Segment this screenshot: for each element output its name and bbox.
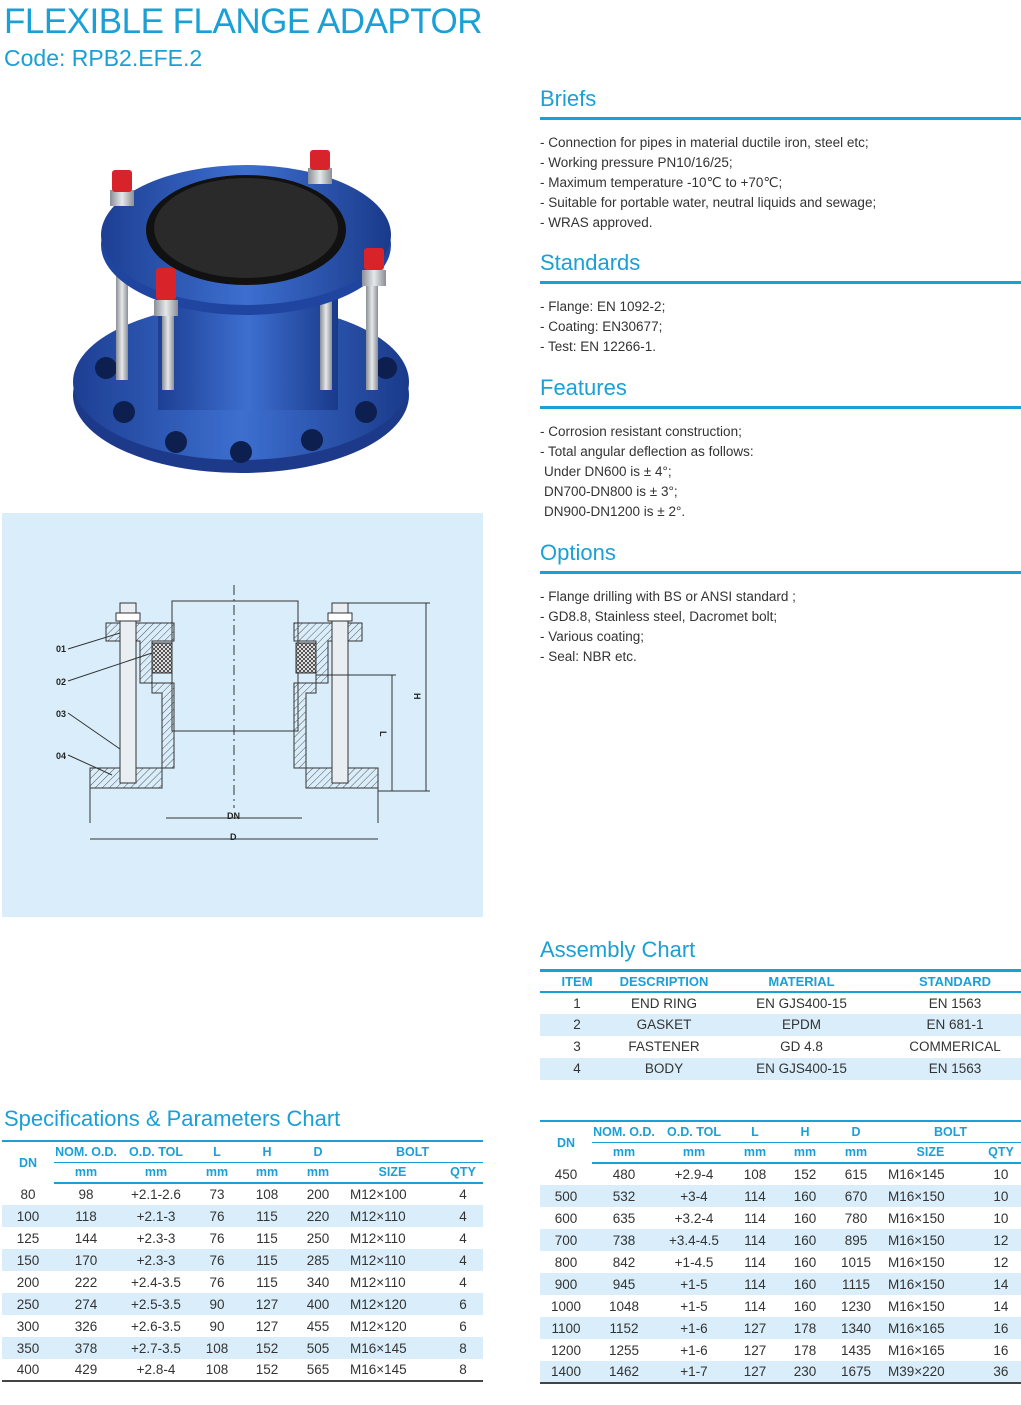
assembly-table (540, 969, 1021, 1080)
table-cell: 76 (209, 1230, 225, 1246)
table-row (540, 1163, 1021, 1185)
table-cell: +2.6-3.5 (131, 1318, 181, 1334)
column-header-h: H (778, 1121, 832, 1142)
table-cell: 1340 (832, 1317, 880, 1339)
table-cell: +2.4-3.5 (131, 1274, 181, 1290)
technical-drawing (2, 513, 483, 917)
table-cell: +1-6 (680, 1342, 708, 1358)
table-cell: +3.4-4.5 (656, 1229, 732, 1251)
table-cell: EN GJS400-15 (756, 995, 847, 1011)
table-cell: 152 (255, 1362, 279, 1377)
table-cell: 250 (2, 1293, 54, 1315)
table-cell: M12×110 (350, 1274, 406, 1290)
table-cell: 127 (255, 1318, 279, 1334)
list-item: - Corrosion resistant construction; (540, 424, 742, 439)
table-cell: 8 (443, 1337, 483, 1359)
table-cell: 429 (74, 1362, 98, 1377)
table-row (540, 1251, 1021, 1273)
unit-label: SIZE (880, 1142, 981, 1163)
table-row (540, 1036, 1021, 1058)
standards-list (540, 297, 1021, 357)
options-list (540, 587, 1021, 667)
product-image (66, 150, 426, 480)
column-header-tol: O.D. TOL (118, 1141, 194, 1162)
table-row (540, 1295, 1021, 1317)
table-cell: FASTENER (628, 1039, 700, 1054)
column-header-tol: O.D. TOL (656, 1121, 732, 1142)
table-cell: 340 (306, 1274, 330, 1290)
unit-label: mm (592, 1142, 656, 1163)
table-row (540, 1361, 1021, 1383)
assembly-title: Assembly Chart (540, 937, 696, 962)
unit-label: mm (240, 1162, 294, 1183)
table-cell: +2.8-4 (136, 1362, 176, 1377)
table-cell: 160 (778, 1273, 832, 1295)
table-cell: +1-6 (656, 1317, 732, 1339)
table-cell: 76 (194, 1205, 240, 1227)
table-cell: 114 (732, 1185, 778, 1207)
table-cell: EN GJS400-15 (714, 1058, 889, 1080)
table-cell: +1-4.5 (674, 1254, 714, 1270)
table-row (2, 1315, 483, 1337)
table-cell: 108 (205, 1362, 229, 1377)
table-cell: 114 (732, 1273, 778, 1295)
table-cell: +2.1-3 (118, 1205, 194, 1227)
column-header-h: H (240, 1141, 294, 1162)
column-header-dn: DN (18, 1155, 38, 1170)
list-item: - Suitable for portable water, neutral liquids and sewage; (540, 195, 877, 210)
table-row (540, 1339, 1021, 1361)
table-cell: 350 (2, 1337, 54, 1359)
label-d: D (230, 832, 237, 842)
list-item: - WRAS approved. (540, 215, 653, 230)
table-cell: 115 (240, 1205, 294, 1227)
product-code: Code: RPB2.EFE.2 (4, 45, 203, 71)
table-cell: 400 (16, 1362, 40, 1377)
table-row (2, 1249, 483, 1271)
table-cell: 108 (194, 1337, 240, 1359)
features-section (540, 375, 1021, 522)
table-cell: 152 (793, 1167, 817, 1182)
table-cell: M12×110 (350, 1230, 406, 1246)
label-03: 03 (56, 709, 67, 719)
column-header: MATERIAL (714, 971, 889, 992)
table-cell: 900 (540, 1273, 592, 1295)
table-cell: 14 (993, 1298, 1009, 1314)
label-02: 02 (56, 677, 67, 687)
column-header-l: L (732, 1121, 778, 1142)
table-cell: 300 (16, 1318, 40, 1334)
table-cell: 2 (540, 1014, 614, 1036)
unit-label: mm (832, 1142, 880, 1163)
list-item: - GD8.8, Stainless steel, Dacromet bolt; (540, 609, 778, 624)
table-cell: 160 (793, 1298, 817, 1314)
table-cell: 505 (294, 1337, 342, 1359)
table-cell: M16×150 (888, 1254, 945, 1270)
table-cell: 895 (832, 1229, 880, 1251)
table-row (2, 1359, 483, 1381)
table-cell: M12×120 (350, 1318, 407, 1334)
table-row (2, 1183, 483, 1205)
table-cell: 455 (306, 1318, 330, 1334)
table-cell: 114 (732, 1229, 778, 1251)
table-cell: 115 (240, 1249, 294, 1271)
table-cell: 1015 (840, 1254, 872, 1270)
table-cell: 220 (294, 1205, 342, 1227)
list-item: - Flange: EN 1092-2; (540, 299, 666, 314)
table-cell: 118 (54, 1205, 118, 1227)
table-row (2, 1205, 483, 1227)
table-cell: 114 (744, 1210, 766, 1226)
table-cell: 90 (209, 1318, 225, 1334)
table-cell: 326 (74, 1318, 98, 1334)
table-cell: 144 (74, 1230, 98, 1246)
table-cell: M12×110 (342, 1249, 443, 1271)
table-cell: 1230 (840, 1298, 872, 1314)
list-item: - Maximum temperature -10℃ to +70℃; (540, 175, 783, 190)
table-cell: M16×150 (888, 1210, 945, 1226)
table-cell: 16 (993, 1342, 1009, 1358)
table-cell: 80 (20, 1186, 36, 1202)
unit-label: mm (118, 1162, 194, 1183)
table-cell: 1462 (592, 1361, 656, 1383)
table-cell: 6 (443, 1293, 483, 1315)
table-cell: 150 (2, 1249, 54, 1271)
table-cell: 10 (993, 1210, 1009, 1226)
table-cell: 76 (194, 1249, 240, 1271)
table-cell: 1675 (832, 1361, 880, 1383)
column-header: DESCRIPTION (614, 971, 714, 992)
table-cell: 36 (981, 1361, 1021, 1383)
table-cell: 635 (612, 1210, 636, 1226)
table-cell: 14 (981, 1273, 1021, 1295)
table-cell: 450 (554, 1166, 578, 1182)
list-item: - Flange drilling with BS or ANSI standard ; (540, 589, 796, 604)
table-cell: 500 (540, 1185, 592, 1207)
table-cell: 1435 (840, 1342, 872, 1358)
table-cell: 4 (540, 1058, 614, 1080)
unit-label: mm (732, 1142, 778, 1163)
table-cell: EPDM (714, 1014, 889, 1036)
table-cell: 565 (306, 1362, 330, 1377)
table-cell: 127 (240, 1293, 294, 1315)
table-cell: 4 (459, 1187, 467, 1202)
table-cell: 10 (993, 1167, 1009, 1182)
unit-label: mm (656, 1142, 732, 1163)
list-item: - Seal: NBR etc. (540, 649, 637, 664)
column-header: ITEM (540, 971, 614, 992)
table-cell: 115 (256, 1274, 278, 1290)
table-cell: 160 (778, 1185, 832, 1207)
table-cell: 160 (793, 1254, 817, 1270)
label-l: L (378, 731, 388, 737)
column-header-bolt: BOLT (880, 1121, 1021, 1142)
table-cell: 1 (573, 995, 581, 1011)
table-cell: 127 (743, 1342, 767, 1358)
table-cell: 178 (778, 1317, 832, 1339)
table-cell: +1-7 (656, 1361, 732, 1383)
unit-label: SIZE (342, 1162, 443, 1183)
table-row (2, 1337, 483, 1359)
table-cell: 170 (54, 1249, 118, 1271)
column-header-bolt: BOLT (342, 1141, 483, 1162)
table-cell: 800 (554, 1254, 578, 1270)
unit-label: QTY (443, 1162, 483, 1183)
table-cell: 1100 (540, 1317, 592, 1339)
table-cell: 615 (844, 1167, 868, 1182)
briefs-title: Briefs (540, 86, 1021, 120)
table-cell: +3-4 (656, 1185, 732, 1207)
table-row (540, 1185, 1021, 1207)
table-cell: M12×120 (342, 1293, 443, 1315)
table-cell: EN 1563 (889, 1058, 1021, 1080)
table-cell: EN 1563 (928, 995, 982, 1011)
standards-section (540, 250, 1021, 357)
table-cell: M12×110 (342, 1205, 443, 1227)
table-cell: 127 (732, 1361, 778, 1383)
table-cell: 1255 (608, 1342, 640, 1358)
table-cell: 945 (592, 1273, 656, 1295)
table-cell: 152 (240, 1337, 294, 1359)
table-cell: 178 (793, 1342, 817, 1358)
table-cell: GD 4.8 (780, 1039, 823, 1054)
table-cell: M39×220 (880, 1361, 981, 1383)
table-cell: M16×165 (880, 1317, 981, 1339)
table-cell: 98 (78, 1187, 94, 1202)
label-01: 01 (56, 644, 67, 654)
options-title: Options (540, 540, 1021, 574)
table-row (2, 1227, 483, 1249)
list-item: Under DN600 is ± 4°; (544, 464, 672, 479)
table-cell: +1-5 (680, 1298, 708, 1314)
table-cell: M16×150 (888, 1298, 945, 1314)
table-cell: 115 (256, 1230, 278, 1246)
table-cell: M16×145 (888, 1167, 945, 1182)
spec-title: Specifications & Parameters Chart (4, 1106, 341, 1131)
table-cell: 1152 (592, 1317, 656, 1339)
list-item: - Various coating; (540, 629, 645, 644)
table-cell: 200 (306, 1187, 330, 1202)
table-cell: +2.3-3 (118, 1249, 194, 1271)
column-header-d: D (832, 1121, 880, 1142)
list-item: - Coating: EN30677; (540, 319, 663, 334)
table-cell: M12×100 (350, 1187, 407, 1202)
table-cell: 400 (294, 1293, 342, 1315)
unit-label: mm (778, 1142, 832, 1163)
list-item: - Connection for pipes in material ductile iron, steel etc; (540, 135, 869, 150)
table-cell: 378 (54, 1337, 118, 1359)
table-row (2, 1271, 483, 1293)
table-row (540, 992, 1021, 1014)
table-cell: 12 (993, 1254, 1009, 1270)
table-cell: 160 (778, 1229, 832, 1251)
list-item: - Total angular deflection as follows: (540, 444, 754, 459)
table-row (540, 1207, 1021, 1229)
unit-label: mm (54, 1162, 118, 1183)
table-cell: +2.3-3 (136, 1230, 176, 1246)
list-item: - Working pressure PN10/16/25; (540, 155, 733, 170)
page-title: FLEXIBLE FLANGE ADAPTOR (4, 2, 483, 41)
table-cell: 125 (16, 1230, 40, 1246)
table-cell: 114 (744, 1254, 766, 1270)
table-cell: 1200 (550, 1342, 582, 1358)
table-cell: M16×150 (880, 1185, 981, 1207)
label-04: 04 (56, 751, 67, 761)
table-row (2, 1293, 483, 1315)
table-cell: 127 (732, 1317, 778, 1339)
table-cell: +1-5 (656, 1273, 732, 1295)
column-header-od: NOM. O.D. (592, 1121, 656, 1142)
table-cell: 738 (592, 1229, 656, 1251)
spec-table-left (2, 1140, 483, 1382)
table-cell: 250 (306, 1230, 330, 1246)
column-header: STANDARD (889, 971, 1021, 992)
table-cell: M16×145 (350, 1362, 407, 1377)
table-cell: 532 (592, 1185, 656, 1207)
options-section (540, 540, 1021, 667)
table-cell: GASKET (614, 1014, 714, 1036)
column-header-d: D (294, 1141, 342, 1162)
table-cell: BODY (614, 1058, 714, 1080)
table-cell: 10 (981, 1185, 1021, 1207)
features-title: Features (540, 375, 1021, 409)
table-cell: 12 (981, 1229, 1021, 1251)
table-row (540, 1058, 1021, 1080)
unit-label: mm (294, 1162, 342, 1183)
table-cell: M16×150 (880, 1229, 981, 1251)
table-row (540, 1229, 1021, 1251)
table-cell: END RING (630, 995, 697, 1011)
table-cell: +2.1-2.6 (131, 1187, 181, 1202)
table-cell: 4 (459, 1230, 467, 1246)
table-cell: COMMERICAL (909, 1039, 1001, 1054)
table-cell: 100 (2, 1205, 54, 1227)
column-header-dn: DN (556, 1135, 576, 1150)
unit-label: mm (194, 1162, 240, 1183)
table-cell: 842 (612, 1254, 636, 1270)
table-cell: M16×150 (880, 1273, 981, 1295)
label-dn: DN (227, 811, 240, 821)
table-cell: 160 (793, 1210, 817, 1226)
briefs-list (540, 133, 1021, 233)
table-cell: +2.5-3.5 (118, 1293, 194, 1315)
table-cell: +3.2-4 (674, 1210, 714, 1226)
table-cell: EN 681-1 (889, 1014, 1021, 1036)
table-cell: 108 (255, 1187, 279, 1202)
column-header-l: L (194, 1141, 240, 1162)
table-cell: 480 (612, 1167, 636, 1182)
table-cell: 600 (554, 1210, 578, 1226)
table-cell: 285 (294, 1249, 342, 1271)
label-h: H (412, 693, 422, 700)
table-cell: 8 (459, 1362, 467, 1377)
table-cell: 108 (743, 1167, 767, 1182)
table-cell: 670 (832, 1185, 880, 1207)
standards-title: Standards (540, 250, 1021, 284)
table-cell: 6 (459, 1318, 467, 1334)
table-cell: 16 (981, 1317, 1021, 1339)
table-cell: +2.7-3.5 (118, 1337, 194, 1359)
list-item: - Test: EN 12266-1. (540, 339, 657, 354)
table-cell: 1048 (608, 1298, 640, 1314)
table-cell: 4 (443, 1205, 483, 1227)
table-row (540, 1273, 1021, 1295)
list-item: DN900-DN1200 is ± 2°. (544, 504, 686, 519)
table-cell: 1400 (540, 1361, 592, 1383)
table-cell: 780 (844, 1210, 868, 1226)
briefs-section (540, 86, 1021, 233)
table-cell: 76 (209, 1274, 225, 1290)
table-cell: 200 (16, 1274, 40, 1290)
table-row (540, 1014, 1021, 1036)
table-row (540, 1317, 1021, 1339)
table-cell: 1115 (832, 1273, 880, 1295)
unit-label: QTY (981, 1142, 1021, 1163)
table-cell: 4 (443, 1249, 483, 1271)
table-cell: 700 (540, 1229, 592, 1251)
features-list (540, 422, 1021, 522)
table-cell: 230 (778, 1361, 832, 1383)
table-cell: 90 (194, 1293, 240, 1315)
table-cell: 73 (209, 1187, 225, 1202)
spec-table-right (540, 1120, 1021, 1384)
table-cell: 222 (74, 1274, 98, 1290)
table-cell: 4 (459, 1274, 467, 1290)
table-cell: 3 (573, 1039, 581, 1054)
table-cell: +2.9-4 (674, 1167, 714, 1182)
table-cell: M16×145 (342, 1337, 443, 1359)
table-cell: 114 (744, 1298, 766, 1314)
table-cell: M16×165 (888, 1342, 945, 1358)
table-cell: 274 (54, 1293, 118, 1315)
table-cell: 1000 (550, 1298, 582, 1314)
list-item: DN700-DN800 is ± 3°; (544, 484, 678, 499)
column-header-od: NOM. O.D. (54, 1141, 118, 1162)
